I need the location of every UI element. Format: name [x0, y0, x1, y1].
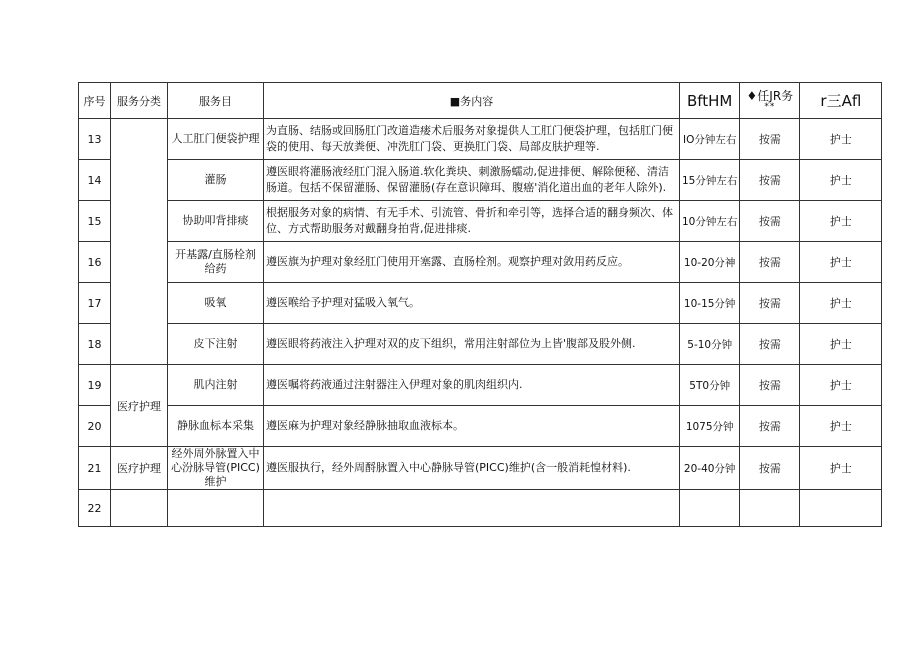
row-duration: IO分钟左右	[680, 119, 740, 160]
row-content: 遵医嘱将药液通过注射器注入伊理对象的肌肉组织内.	[264, 365, 680, 406]
row-item: 人工肛门便袋护理	[168, 119, 264, 160]
row-item: 静脉血标本采集	[168, 406, 264, 447]
row-frequency: 按需	[740, 201, 800, 242]
row-item: 经外周外脉置入中心汾脉导管(PICC)维护	[168, 447, 264, 490]
row-frequency: 按需	[740, 406, 800, 447]
row-frequency	[740, 490, 800, 527]
row-duration: 1075分钟	[680, 406, 740, 447]
row-role	[800, 490, 882, 527]
row-duration: 10-15分钟	[680, 283, 740, 324]
header-content: ■务内容	[264, 83, 680, 119]
row-content: 遵医眼将灌肠液经肛门混入肠道.软化粪块、刺激肠蠕动,促进排便、解除便秘、清洁肠道。包括不保留灌肠、保留灌肠(存在意识障珥、腹癌'消化道出血的老年人除外).	[264, 160, 680, 201]
row-num: 18	[79, 324, 111, 365]
header-frequency	[740, 83, 800, 119]
row-content: 遵医服执行，经外周酹脉置入中心静脉导管(PICC)维护(含一般消耗惶材料).	[264, 447, 680, 490]
row-duration: 10分钟左右	[680, 201, 740, 242]
row-category: 医疗护理	[111, 447, 168, 490]
row-num: 15	[79, 201, 111, 242]
service-table	[78, 82, 882, 527]
row-num: 17	[79, 283, 111, 324]
row-role: 护士	[800, 160, 882, 201]
row-category	[111, 365, 168, 447]
table-row	[79, 160, 882, 201]
row-role: 护士	[800, 406, 882, 447]
table-row	[79, 490, 882, 527]
row-role: 护士	[800, 119, 882, 160]
row-item: 吸氧	[168, 283, 264, 324]
header-item: 服务目	[168, 83, 264, 119]
table-row	[79, 324, 882, 365]
table-row	[79, 119, 882, 160]
row-num: 19	[79, 365, 111, 406]
row-role: 护士	[800, 324, 882, 365]
row-category-empty	[111, 490, 168, 527]
table-row	[79, 201, 882, 242]
row-duration: 5T0分钟	[680, 365, 740, 406]
row-num: 16	[79, 242, 111, 283]
header-category: 服务分类	[111, 83, 168, 119]
row-num: 21	[79, 447, 111, 490]
row-num: 20	[79, 406, 111, 447]
header-num: 序号	[79, 83, 111, 119]
row-role: 护士	[800, 447, 882, 490]
header-duration: BftHM	[680, 83, 740, 119]
table-row	[79, 365, 882, 406]
row-frequency: 按需	[740, 119, 800, 160]
row-item: 开基露/直肠栓剂给药	[168, 242, 264, 283]
row-frequency: 按需	[740, 324, 800, 365]
row-category-empty	[111, 119, 168, 365]
row-role: 护士	[800, 201, 882, 242]
row-content: 遵医麻为护理对象经静脉抽取血液标本。	[264, 406, 680, 447]
row-num: 22	[79, 490, 111, 527]
row-duration	[680, 490, 740, 527]
category-label: 医疗护理	[117, 399, 161, 413]
header-row	[79, 83, 882, 119]
row-role: 护士	[800, 283, 882, 324]
row-frequency: 按需	[740, 283, 800, 324]
row-content: 遵医喉给予护理对猛吸入氧气。	[264, 283, 680, 324]
row-frequency: 按需	[740, 160, 800, 201]
table-row	[79, 283, 882, 324]
row-item: 灌肠	[168, 160, 264, 201]
row-item: 肌内注射	[168, 365, 264, 406]
row-item: 协助叩背排痰	[168, 201, 264, 242]
row-role: 护士	[800, 242, 882, 283]
row-duration: 15分钟左右	[680, 160, 740, 201]
row-duration: 10-20分神	[680, 242, 740, 283]
row-num: 14	[79, 160, 111, 201]
row-frequency: 按需	[740, 447, 800, 490]
row-content: 遵医旗为护理对象经肛门使用开塞露、直肠栓剂。观察护理对敛用药反应。	[264, 242, 680, 283]
row-frequency: 按需	[740, 242, 800, 283]
row-role: 护士	[800, 365, 882, 406]
row-content	[264, 490, 680, 527]
table-row	[79, 242, 882, 283]
table-row	[79, 447, 882, 490]
header-frequency-sub: **	[764, 101, 776, 112]
row-content: 为直肠、结肠或回肠肛门改道造瘘术后服务对象提供人工肛门便袋护理，包括肛门便袋的使用、每天放粪便、冲洗肛门袋、更换肛门袋、局部皮肤护理等.	[264, 119, 680, 160]
row-item	[168, 490, 264, 527]
header-role: r三Afl	[800, 83, 882, 119]
row-duration: 5-10分钟	[680, 324, 740, 365]
table-row	[79, 406, 882, 447]
row-duration: 20-40分钟	[680, 447, 740, 490]
row-content: 根据服务对象的病情、有无手术、引流管、骨折和牵引等，选择合适的翻身频次、体位、方式帮助服务对戴翻身拍背,促进排痰.	[264, 201, 680, 242]
row-num: 13	[79, 119, 111, 160]
row-item: 皮下注射	[168, 324, 264, 365]
row-frequency: 按需	[740, 365, 800, 406]
row-content: 遵医眼将药液注入护理对双的皮下组织，常用注射部位为上皆'腹部及股外侧.	[264, 324, 680, 365]
header-frequency-label: ♦任JR务	[746, 88, 794, 103]
